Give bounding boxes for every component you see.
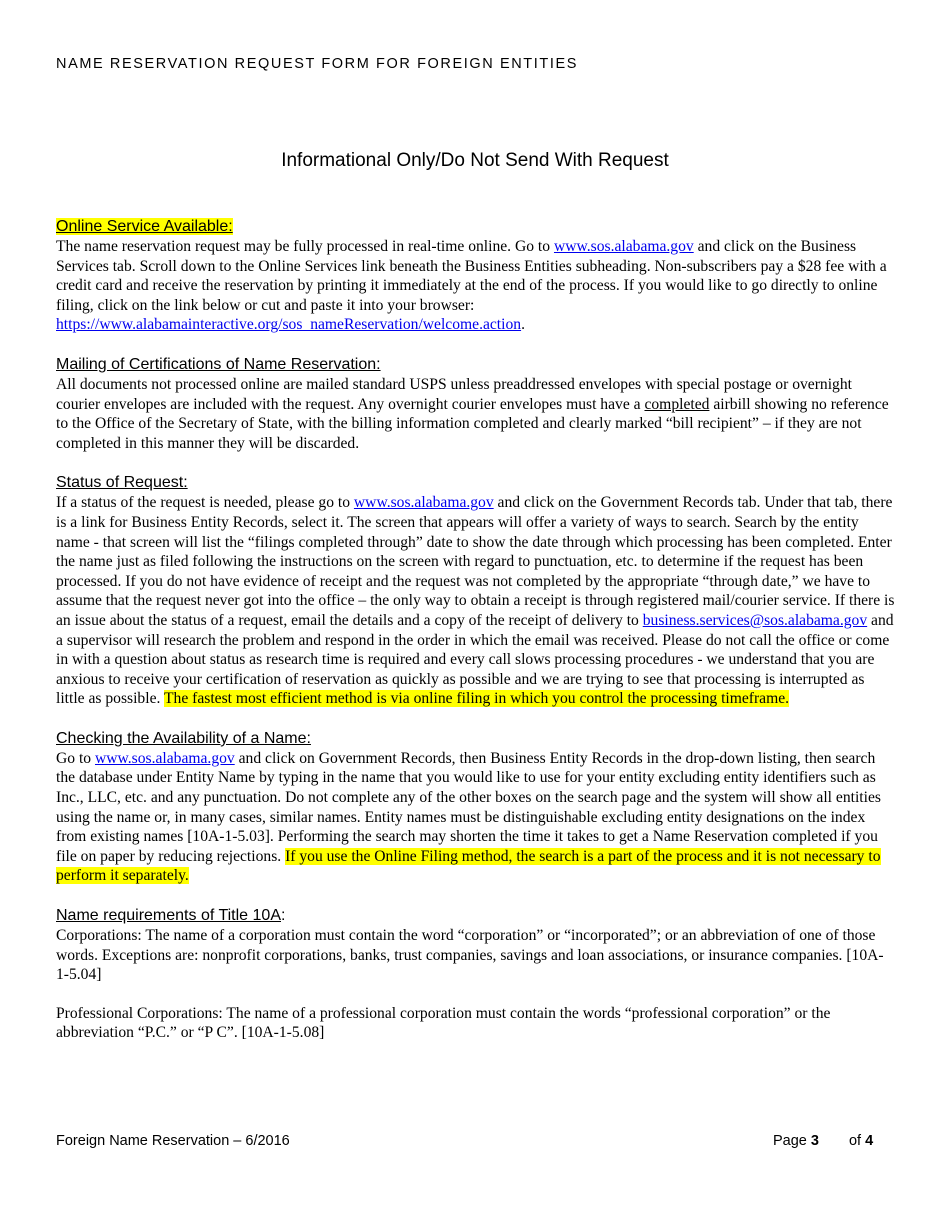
business-services-email-link[interactable]: business.services@sos.alabama.gov bbox=[642, 611, 868, 629]
of-label: of bbox=[848, 1133, 866, 1149]
status-heading: Status of Request: bbox=[56, 474, 188, 492]
footer-page-number bbox=[773, 1133, 873, 1149]
professional-corporations-paragraph: Professional Corporations: The name of a professional corporation must contain the words “professional corporation” or the abbreviation “P.C.” or “P C”. [10A-1-5.08] bbox=[56, 1004, 831, 1042]
sos-website-link[interactable]: www.sos.alabama.gov bbox=[553, 238, 694, 255]
corporations-paragraph: Corporations: The name of a corporation must contain the word “corporation” or “incorporated”; or an abbreviation of one of those words. Exceptions are: nonprofit corporations, banks, trust companies, savings and loan associations, or insurance companies. [10A-1-5.04] bbox=[56, 927, 884, 984]
availability-heading: Checking the Availability of a Name: bbox=[56, 729, 311, 747]
status-paragraph bbox=[56, 493, 896, 709]
availability-highlight: If you use the Online Filing method, the search is a part of the process and it is not necessary to perform it separately. bbox=[56, 847, 881, 885]
mailing-heading: Mailing of Certifications of Name Reservation: bbox=[56, 355, 381, 373]
online-text-1: The name reservation request may be fully processed in real-time online. Go to bbox=[56, 238, 554, 255]
availability-text-1: Go to bbox=[56, 749, 95, 767]
sos-website-link-status[interactable]: www.sos.alabama.gov bbox=[353, 494, 494, 512]
section-status bbox=[56, 472, 896, 709]
form-header: NAME RESERVATION REQUEST FORM FOR FOREIGN ENTITIES bbox=[56, 56, 579, 72]
section-name-requirements bbox=[56, 905, 896, 1043]
informational-subtitle: Informational Only/Do Not Send With Request bbox=[281, 150, 669, 171]
mailing-paragraph bbox=[56, 375, 896, 453]
online-text-3: . bbox=[521, 316, 525, 334]
requirements-heading: Name requirements of Title 10A bbox=[56, 907, 281, 925]
online-text-2: and click on the Business Services tab. Scroll down to the Online Services link beneath the Business Entities subheading. Non-subscribers pay a $28 fee with a credit card and receive the reservation by printing it immediately at the end of the process. If you would like to go directly to online filing, click on the link below or cut and paste it into your browser: bbox=[56, 238, 887, 314]
sos-website-link-availability[interactable]: www.sos.alabama.gov bbox=[94, 749, 235, 767]
availability-text-2: and click on Government Records, then Business Entity Records in the drop-down listing, then search the database under Entity Name by typing in the name that you would like to use for your entity excluding entity identifiers such as Inc., LLC, etc. and any punctuation. Do not complete any of the other boxes on the search page and the system will show all entities using the name or, in many cases, similar names. Entity names must be distinguishable excluding entity designations on the index from existing names [10A-1-5.03]. Performing the search may shorten the time it takes to get a Name Reservation completed if you file on paper by reducing rejections. bbox=[56, 749, 881, 865]
status-text-1: If a status of the request is needed, please go to bbox=[56, 494, 354, 512]
availability-paragraph bbox=[56, 749, 896, 886]
mailing-text-1: All documents not processed online are mailed standard USPS unless preaddressed envelopes with special postage or overnight courier envelopes are included with the request. Any overnight courier envelopes must have a bbox=[56, 375, 852, 413]
name-reservation-link[interactable]: https://www.alabamainteractive.org/sos_nameReservation/welcome.action bbox=[56, 316, 522, 334]
status-text-2: and click on the Government Records tab. Under that tab, there is a link for Business Entity Records, select it. The screen that appears will offer a variety of ways to search. Search by the entity name - that screen will list the “filings completed through” date to show the date through which processing has been completed. Enter the name just as filed following the instructions on the screen with regard to punctuation, etc. to determine if the request has been processed. If you do not have evidence of receipt and the request was not completed by the appropriate “through date,” we have to assume that the request never got into the office – the only way to obtain a receipt is through registered mail/courier service. If there is an issue about the status of a request, email the details and a copy of the receipt of delivery to bbox=[56, 494, 895, 629]
status-highlight: The fastest most efficient method is via online filing in which you control the processing timeframe. bbox=[164, 690, 790, 708]
online-service-heading: Online Service Available: bbox=[56, 218, 233, 235]
section-mailing bbox=[56, 354, 896, 453]
page-label: Page bbox=[773, 1133, 811, 1149]
status-text-3: and a supervisor will research the problem and respond in the order in which the email was received. Please do not call the office or come in with a question about status as research time is required and every call slows processing procedures - we understand that you are anxious to receive your certification of reservation as quickly as possible and we are trying to see that processing is interrupted as little as possible. bbox=[56, 611, 894, 708]
section-online-service bbox=[56, 216, 896, 335]
online-service-paragraph bbox=[56, 237, 896, 335]
mailing-text-2: airbill showing no reference to the Office of the Secretary of State, with the billing information completed and clearly marked “bill recipient” – if they are not completed in this manner they will be discarded. bbox=[56, 395, 889, 452]
completed-underlined: completed bbox=[644, 395, 710, 413]
document-body bbox=[56, 216, 896, 1043]
total-pages: 4 bbox=[865, 1133, 874, 1149]
footer-form-id: Foreign Name Reservation – 6/2016 bbox=[56, 1133, 290, 1149]
requirements-heading-colon: : bbox=[281, 907, 286, 925]
section-availability bbox=[56, 728, 896, 886]
page-number: 3 bbox=[810, 1133, 819, 1149]
